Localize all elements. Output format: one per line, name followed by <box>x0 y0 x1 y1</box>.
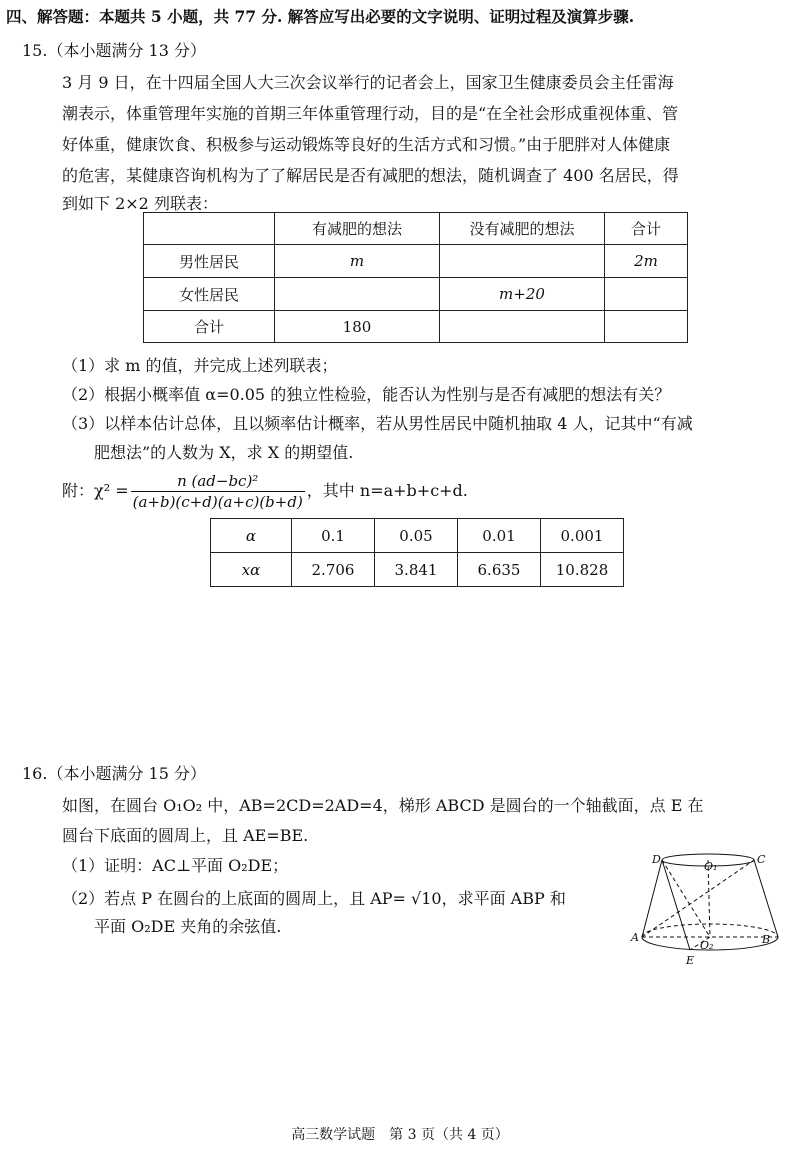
q15-para-line-3: 好体重，健康饮食、积极参与运动锻炼等良好的生活方式和习惯。”由于肥胖对人体健康 <box>62 135 671 154</box>
q15-label: 15.（本小题满分 13 分） <box>22 41 206 60</box>
label-O1: O₁ <box>704 860 718 873</box>
table-cell: 男性居民 <box>144 245 275 278</box>
section-header: 四、解答题：本题共 5 小题，共 77 分. 解答应写出必要的文字说明、证明过程及演算步骤. <box>6 7 635 26</box>
q15-para-line-1: 3 月 9 日，在十四届全国人大三次会议举行的记者会上，国家卫生健康委员会主任雷海 <box>62 73 674 92</box>
edge-DO2 <box>662 860 710 937</box>
q15-sub1: （1）求 m 的值，并完成上述列联表； <box>62 356 338 375</box>
crit-cell: 0.1 <box>292 519 375 553</box>
table-cell <box>275 278 440 311</box>
table-header-cell: 合计 <box>605 213 688 245</box>
q16-sub2-line-1: （2）若点 P 在圆台的上底面的圆周上，且 AP= √10，求平面 ABP 和 <box>62 889 566 908</box>
crit-cell: 10.828 <box>541 553 624 587</box>
label-C: C <box>757 853 766 866</box>
page-footer: 高三数学试题 第 3 页（共 4 页） <box>291 1127 509 1143</box>
table-header-cell <box>144 213 275 245</box>
q15-para-line-4: 的危害，某健康咨询机构为了了解居民是否有减肥的想法，随机调查了 400 名居民，得 <box>62 166 679 185</box>
label-D: D <box>652 853 661 866</box>
crit-cell: 0.05 <box>375 519 458 553</box>
crit-cell: xα <box>211 553 292 587</box>
q16-sub1: （1）证明：AC⊥平面 O₂DE； <box>62 856 289 875</box>
table-cell: 180 <box>275 311 440 343</box>
q15-sub3-line-1: （3）以样本估计总体，且以频率估计概率，若从男性居民中随机抽取 4 人，记其中“有减 <box>62 414 693 433</box>
table-cell <box>605 311 688 343</box>
table-cell: m <box>275 245 440 278</box>
frustum-figure <box>622 845 782 975</box>
table-header-cell: 有减肥的想法 <box>275 213 440 245</box>
label-A: A <box>631 931 639 944</box>
table-cell <box>440 245 605 278</box>
table-cell: 合计 <box>144 311 275 343</box>
critical-value-table <box>210 518 624 587</box>
q16-line-1: 如图，在圆台 O₁O₂ 中，AB=2CD=2AD=4，梯形 ABCD 是圆台的一个轴截面，点 E 在 <box>62 796 704 815</box>
chi-square-formula <box>62 470 468 512</box>
table-cell <box>605 278 688 311</box>
crit-cell: 3.841 <box>375 553 458 587</box>
q15-para-line-2: 潮表示，体重管理年实施的首期三年体重管理行动，目的是“在全社会形成重视体重、管 <box>62 104 679 123</box>
q16-sub2-line-2: 平面 O₂DE 夹角的余弦值. <box>94 917 282 936</box>
label-E: E <box>686 954 695 967</box>
formula-numerator: n (ad−bc)² <box>131 471 305 492</box>
edge-BC <box>754 860 778 937</box>
formula-fraction <box>131 471 305 512</box>
contingency-table <box>143 212 688 343</box>
q15-sub3-line-2: 肥想法”的人数为 X，求 X 的期望值. <box>94 443 354 462</box>
formula-prefix: 附：χ² = <box>62 481 129 500</box>
crit-cell: 6.635 <box>458 553 541 587</box>
formula-denominator: (a+b)(c+d)(a+c)(b+d) <box>132 493 303 511</box>
q16-line-2: 圆台下底面的圆周上，且 AE=BE. <box>62 826 309 845</box>
table-cell: m+20 <box>440 278 605 311</box>
edge-AD <box>642 860 662 937</box>
label-O2: O₂ <box>700 939 714 952</box>
table-cell <box>440 311 605 343</box>
label-B: B <box>762 933 771 946</box>
crit-cell: 2.706 <box>292 553 375 587</box>
crit-cell: 0.001 <box>541 519 624 553</box>
table-cell: 女性居民 <box>144 278 275 311</box>
q15-sub2: （2）根据小概率值 α=0.05 的独立性检验，能否认为性别与是否有减肥的想法有关？ <box>62 385 671 404</box>
formula-suffix: ，其中 n=a+b+c+d. <box>306 481 468 500</box>
table-header-cell: 没有减肥的想法 <box>440 213 605 245</box>
q15-para-line-5: 到如下 2×2 列联表： <box>62 194 218 213</box>
crit-cell: 0.01 <box>458 519 541 553</box>
crit-cell: α <box>211 519 292 553</box>
q16-label: 16.（本小题满分 15 分） <box>22 764 206 783</box>
table-cell: 2m <box>605 245 688 278</box>
